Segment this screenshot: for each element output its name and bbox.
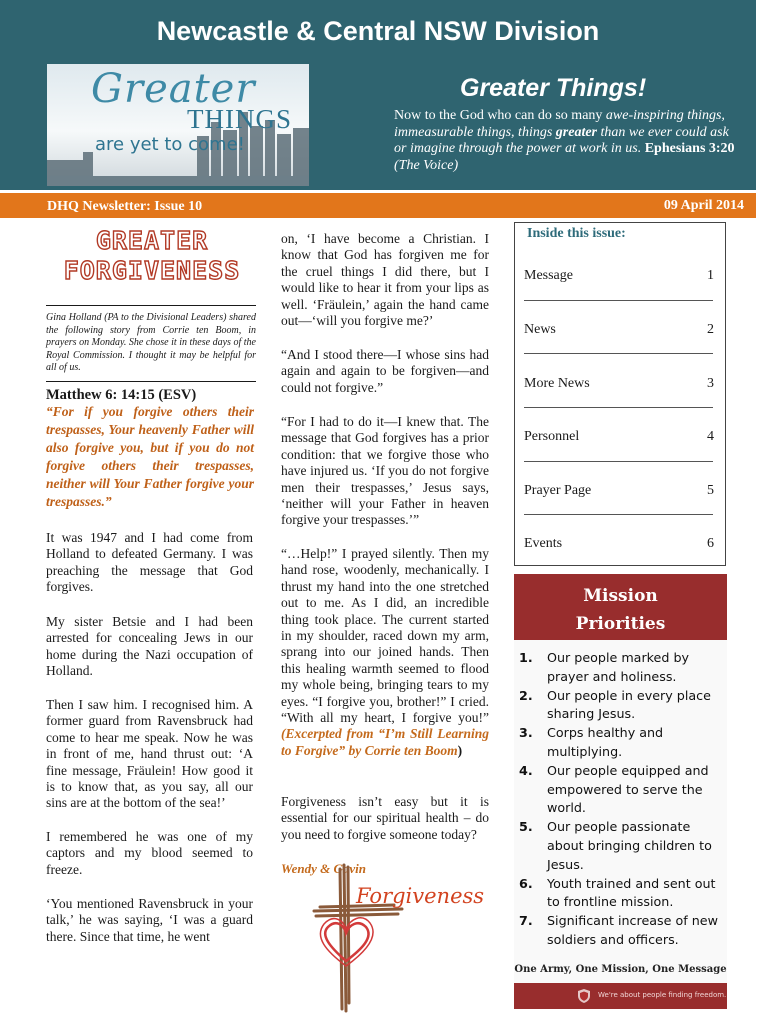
article-paragraph: “For I had to do it—I knew that. The message that God forgives has a prior condition: that we forgive those who have injured us. ‘If you do not forgive men their trespasses,’ Jesus says, ‘neither will your Father in heaven forgive your trespasses.’” [281, 414, 489, 528]
article-paragraph: on, ‘I have become a Christian. I know that God has forgiven me for the cruel things I did there, but I would like to hear it from your lips as well. ‘Fräulein,’ again the hand came out—‘will you forgive me?’ [281, 231, 489, 329]
mission-header [514, 574, 727, 640]
toc-divider [524, 300, 713, 301]
mission-footer [514, 983, 727, 1009]
toc-divider [524, 407, 713, 408]
toc-divider [524, 353, 713, 354]
mission-item: 4. Our people equipped and empowered to serve the world. [519, 762, 709, 816]
mission-motto: One Army, One Mission, One Message [514, 964, 727, 975]
mission-list [516, 649, 724, 950]
logo-things: THINGS [187, 104, 292, 134]
article-paragraph: Forgiveness isn’t easy but it is essential for our spiritual health – do you need to forgive someone today? [281, 794, 489, 842]
article-paragraph: “And I stood there—I whose sins had again and again to be forgiven—and could not forgive.” [281, 347, 489, 395]
theme-title: Greater Things! [460, 74, 647, 102]
mission-item: 1. Our people marked by prayer and holiness. [519, 650, 690, 684]
article-paragraph: Then I saw him. I recognised him. A former guard from Ravensbruck had come to hear me speak. Now he was in front of me, hand thrust out: ‘A fine message, Fräulein! How good it is to know that, as you say, all our sins are at the bottom of the sea!’ [46, 697, 253, 811]
scripture-quote: “For if you forgive others their trespasses, Your heavenly Father will also forgive you, but if you do not forgive others their trespasses, neither will Your Father forgive your trespasses.” [46, 404, 254, 510]
mission-priorities-panel [514, 574, 727, 1009]
toc-item-news[interactable]: News 2 [524, 322, 714, 337]
mission-item: 2. Our people in every place sharing Jesus. [519, 687, 711, 722]
mission-item: 6. Youth trained and sent out to frontline mission. [519, 875, 716, 910]
divider [46, 381, 256, 382]
toc-item-personnel[interactable]: Personnel 4 [524, 429, 714, 444]
article-paragraph: It was 1947 and I had come from Holland to defeated Germany. I was preaching the message that God forgives. [46, 530, 253, 595]
toc-divider [524, 514, 713, 515]
article-paragraph: “…Help!” I prayed silently. Then my hand rose, woodenly, mechanically. I thrust my hand into the one stretched out to me. As I did, an incredible thing took place. The current started in my shoulder, raced down my arm, sprang into our joined hands. Then this healing warmth seemed to flood my whole being, bringing tears to my eyes. “I forgive you, brother!” I cried. “With all my heart, I forgive you!” (Excerpted from “I’m Still Learning to Forgive” by Corrie ten Boom) [281, 546, 489, 758]
salvation-army-shield-icon [576, 988, 592, 1004]
article-title: GREATER FORGIVENESS [63, 226, 241, 285]
greater-things-logo [47, 64, 309, 186]
forgiveness-art-word: Forgiveness [356, 884, 485, 908]
header-band [0, 0, 756, 190]
divider [46, 305, 256, 306]
excerpt-note: (Excerpted from “I’m Still Learning to Forgive” by Corrie ten Boom [281, 726, 489, 758]
logo-tagline: are yet to come! [95, 134, 245, 155]
forgiveness-cross-heart-art [306, 863, 485, 1013]
toc-title: Inside this issue: [521, 226, 632, 242]
mission-footer-text: We're about people finding freedom. [598, 991, 727, 999]
article-paragraph: I remembered he was one of my captors and my blood seemed to freeze. [46, 829, 253, 877]
mission-item: 5. Our people passionate about bringing children to Jesus. [519, 819, 712, 872]
signature: Wendy & Gavin [281, 861, 366, 876]
article-paragraph: ‘You mentioned Ravensbruck in your talk,’ he was saying, ‘I was a guard there. Since that time, he went [46, 896, 253, 944]
article-paragraph: My sister Betsie and I had been arrested for concealing Jews in our home during the Nazi occupation of Holland. [46, 614, 253, 679]
theme-verse: Now to the God who can do so many awe-inspiring things, immeasurable things, things greater than we ever could ask or imagine through the power at work in us. Ephesians 3:20 (The Voice) [394, 108, 735, 173]
division-title: Newcastle & Central NSW Division [156, 16, 600, 46]
logo-greater: Greater [91, 66, 256, 112]
mission-item: 3. Corps healthy and multiplying. [519, 725, 664, 759]
mission-item: 7. Significant increase of new soldiers and officers. [519, 913, 718, 947]
toc-item-events[interactable]: Events 6 [524, 536, 714, 551]
newsletter-issue: DHQ Newsletter: Issue 10 [47, 199, 203, 214]
toc-divider [524, 461, 713, 462]
mission-title: Mission Priorities [575, 586, 666, 634]
scripture-ref: Matthew 6: 14:15 (ESV) [46, 387, 197, 403]
toc-item-prayer-page[interactable]: Prayer Page 5 [524, 483, 714, 498]
toc-item-more-news[interactable]: More News 3 [524, 376, 714, 391]
issue-date: 09 April 2014 [663, 198, 744, 213]
toc-item-message[interactable]: Message 1 [524, 268, 714, 283]
article-intro: Gina Holland (PA to the Divisional Leaders) shared the following story from Corrie ten Boom, in prayers on Monday. She chose it in these days of the Royal Commission. I thought it may be helpful for all of us. [46, 312, 256, 374]
